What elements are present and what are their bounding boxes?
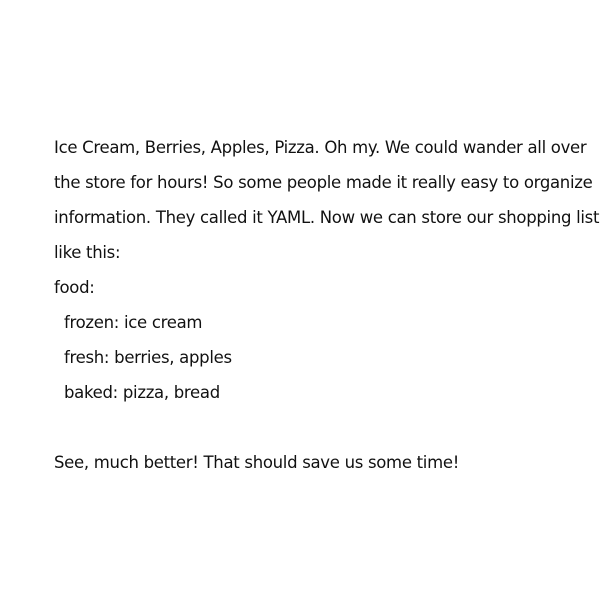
yaml-root-key: food:	[54, 278, 95, 297]
yaml-entry-fresh: fresh: berries, apples	[64, 348, 232, 367]
intro-line-4: like this:	[54, 243, 121, 262]
yaml-entry-frozen: frozen: ice cream	[64, 313, 203, 332]
intro-line-3: information. They called it YAML. Now we can store our shopping list	[54, 208, 600, 227]
intro-line-2: the store for hours! So some people made it really easy to organize	[54, 173, 593, 192]
paragraph-spacer	[54, 410, 574, 445]
closing-line: See, much better! That should save us some time!	[54, 453, 460, 472]
yaml-entry-baked: baked: pizza, bread	[64, 383, 220, 402]
intro-line-1: Ice Cream, Berries, Apples, Pizza. Oh my. We could wander all over	[54, 138, 587, 157]
document-body	[54, 130, 600, 480]
